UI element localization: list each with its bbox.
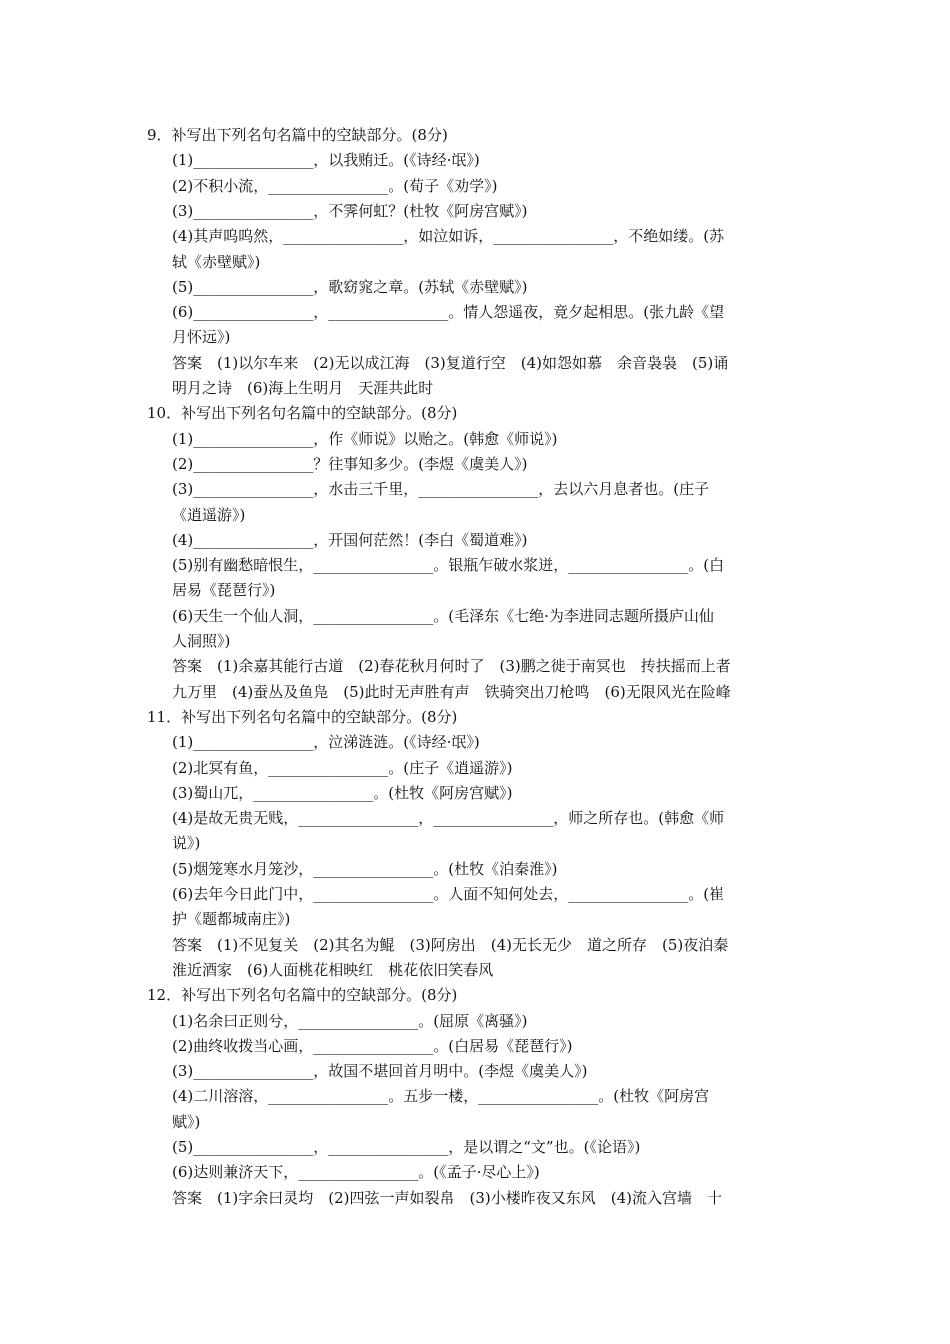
question-line: (2)曲终收拨当心画，________________。(白居易《琵琶行》) <box>172 1037 573 1055</box>
question-line: (5)烟笼寒水月笼沙，________________。(杜牧《泊秦淮》) <box>172 860 558 878</box>
question-line: 人洞照》) <box>172 632 231 650</box>
question-line: 居易《琵琶行》) <box>172 581 276 599</box>
question-line: 赋》) <box>172 1113 201 1131</box>
question-line: (4)二川溶溶，________________。五步一楼，________________。(杜牧《阿房宫 <box>172 1087 710 1105</box>
question-line: (6)________________，________________。情人怨遥夜，竟夕起相思。(张九龄《望 <box>172 303 725 321</box>
question-line: (1)名余曰正则兮，________________。(屈原《离骚》) <box>172 1012 528 1030</box>
question-line: 明月之诗 (6)海上生明月 天涯共此时 <box>172 379 434 397</box>
answer-line: 答案 (1)以尔车来 (2)无以成江海 (3)复道行空 (4)如怨如慕 余音袅袅 (5)诵 <box>172 354 729 372</box>
question-line: 月怀远》) <box>172 328 231 346</box>
question-line: 说》) <box>172 834 201 852</box>
question-heading: 10．补写出下列名句名篇中的空缺部分。(8分) <box>147 404 458 422</box>
answer-line: 答案 (1)字余曰灵均 (2)四弦一声如裂帛 (3)小楼昨夜又东风 (4)流入宫墙 十 <box>172 1189 722 1207</box>
question-line: (5)________________，________________，是以谓之“文”也。(《论语》) <box>172 1138 641 1156</box>
question-line: (4)是故无贵无贱，________________，________________，师之所存也。(韩愈《师 <box>172 809 725 827</box>
question-line: (2)北冥有鱼，________________。(庄子《逍遥游》) <box>172 759 513 777</box>
question-line: (3)________________，不霁何虹？(杜牧《阿房宫赋》) <box>172 202 528 220</box>
question-line: (6)达则兼济天下，________________。(《孟子·尽心上》) <box>172 1163 540 1181</box>
answer-line: 答案 (1)不见复关 (2)其名为鲲 (3)阿房出 (4)无长无少 道之所存 (5)夜泊秦 <box>172 936 729 954</box>
question-line: 护《题都城南庄》) <box>172 910 291 928</box>
question-heading: 12．补写出下列名句名篇中的空缺部分。(8分) <box>147 986 458 1004</box>
question-line: (5)________________，歌窈窕之章。(苏轼《赤壁赋》) <box>172 278 528 296</box>
question-heading: 11．补写出下列名句名篇中的空缺部分。(8分) <box>147 708 458 726</box>
question-line: (3)________________，故国不堪回首月明中。(李煜《虞美人》) <box>172 1062 588 1080</box>
question-line: (4)其声呜呜然，________________，如泣如诉，________________，不绝如缕。(苏 <box>172 227 725 245</box>
question-line: (1)________________，泣涕涟涟。(《诗经·氓》) <box>172 733 480 751</box>
question-line: (1)________________，以我贿迁。(《诗经·氓》) <box>172 151 480 169</box>
question-line: 《逍遥游》) <box>172 506 246 524</box>
question-line: 九万里 (4)蚕丛及鱼凫 (5)此时无声胜有声 铁骑突出刀枪鸣 (6)无限风光在险峰 <box>172 683 731 701</box>
question-line: (3)________________，水击三千里，________________，去以六月息者也。(庄子 <box>172 480 710 498</box>
question-line: (1)________________，作《师说》以贻之。(韩愈《师说》) <box>172 430 558 448</box>
question-line: (6)天生一个仙人洞，________________。(毛泽东《七绝·为李进同志题所摄庐山仙 <box>172 607 714 625</box>
question-line: (6)去年今日此门中，________________。人面不知何处去，________________。(崔 <box>172 885 725 903</box>
question-line: (2)________________？往事知多少。(李煜《虞美人》) <box>172 455 528 473</box>
question-line: 轼《赤壁赋》) <box>172 253 261 271</box>
answer-line: 答案 (1)余嘉其能行古道 (2)春花秋月何时了 (3)鹏之徙于南冥也 抟扶摇而上者 <box>172 657 731 675</box>
question-heading: 9．补写出下列名句名篇中的空缺部分。(8分) <box>147 126 448 144</box>
question-line: (5)别有幽愁暗恨生，________________。银瓶乍破水浆迸，________________。(白 <box>172 556 725 574</box>
question-line: (3)蜀山兀，________________。(杜牧《阿房宫赋》) <box>172 784 513 802</box>
question-line: (4)________________，开国何茫然！(李白《蜀道难》) <box>172 531 528 549</box>
question-line: 淮近酒家 (6)人面桃花相映红 桃花依旧笑春风 <box>172 961 494 979</box>
question-line: (2)不积小流，________________。(荀子《劝学》) <box>172 177 498 195</box>
